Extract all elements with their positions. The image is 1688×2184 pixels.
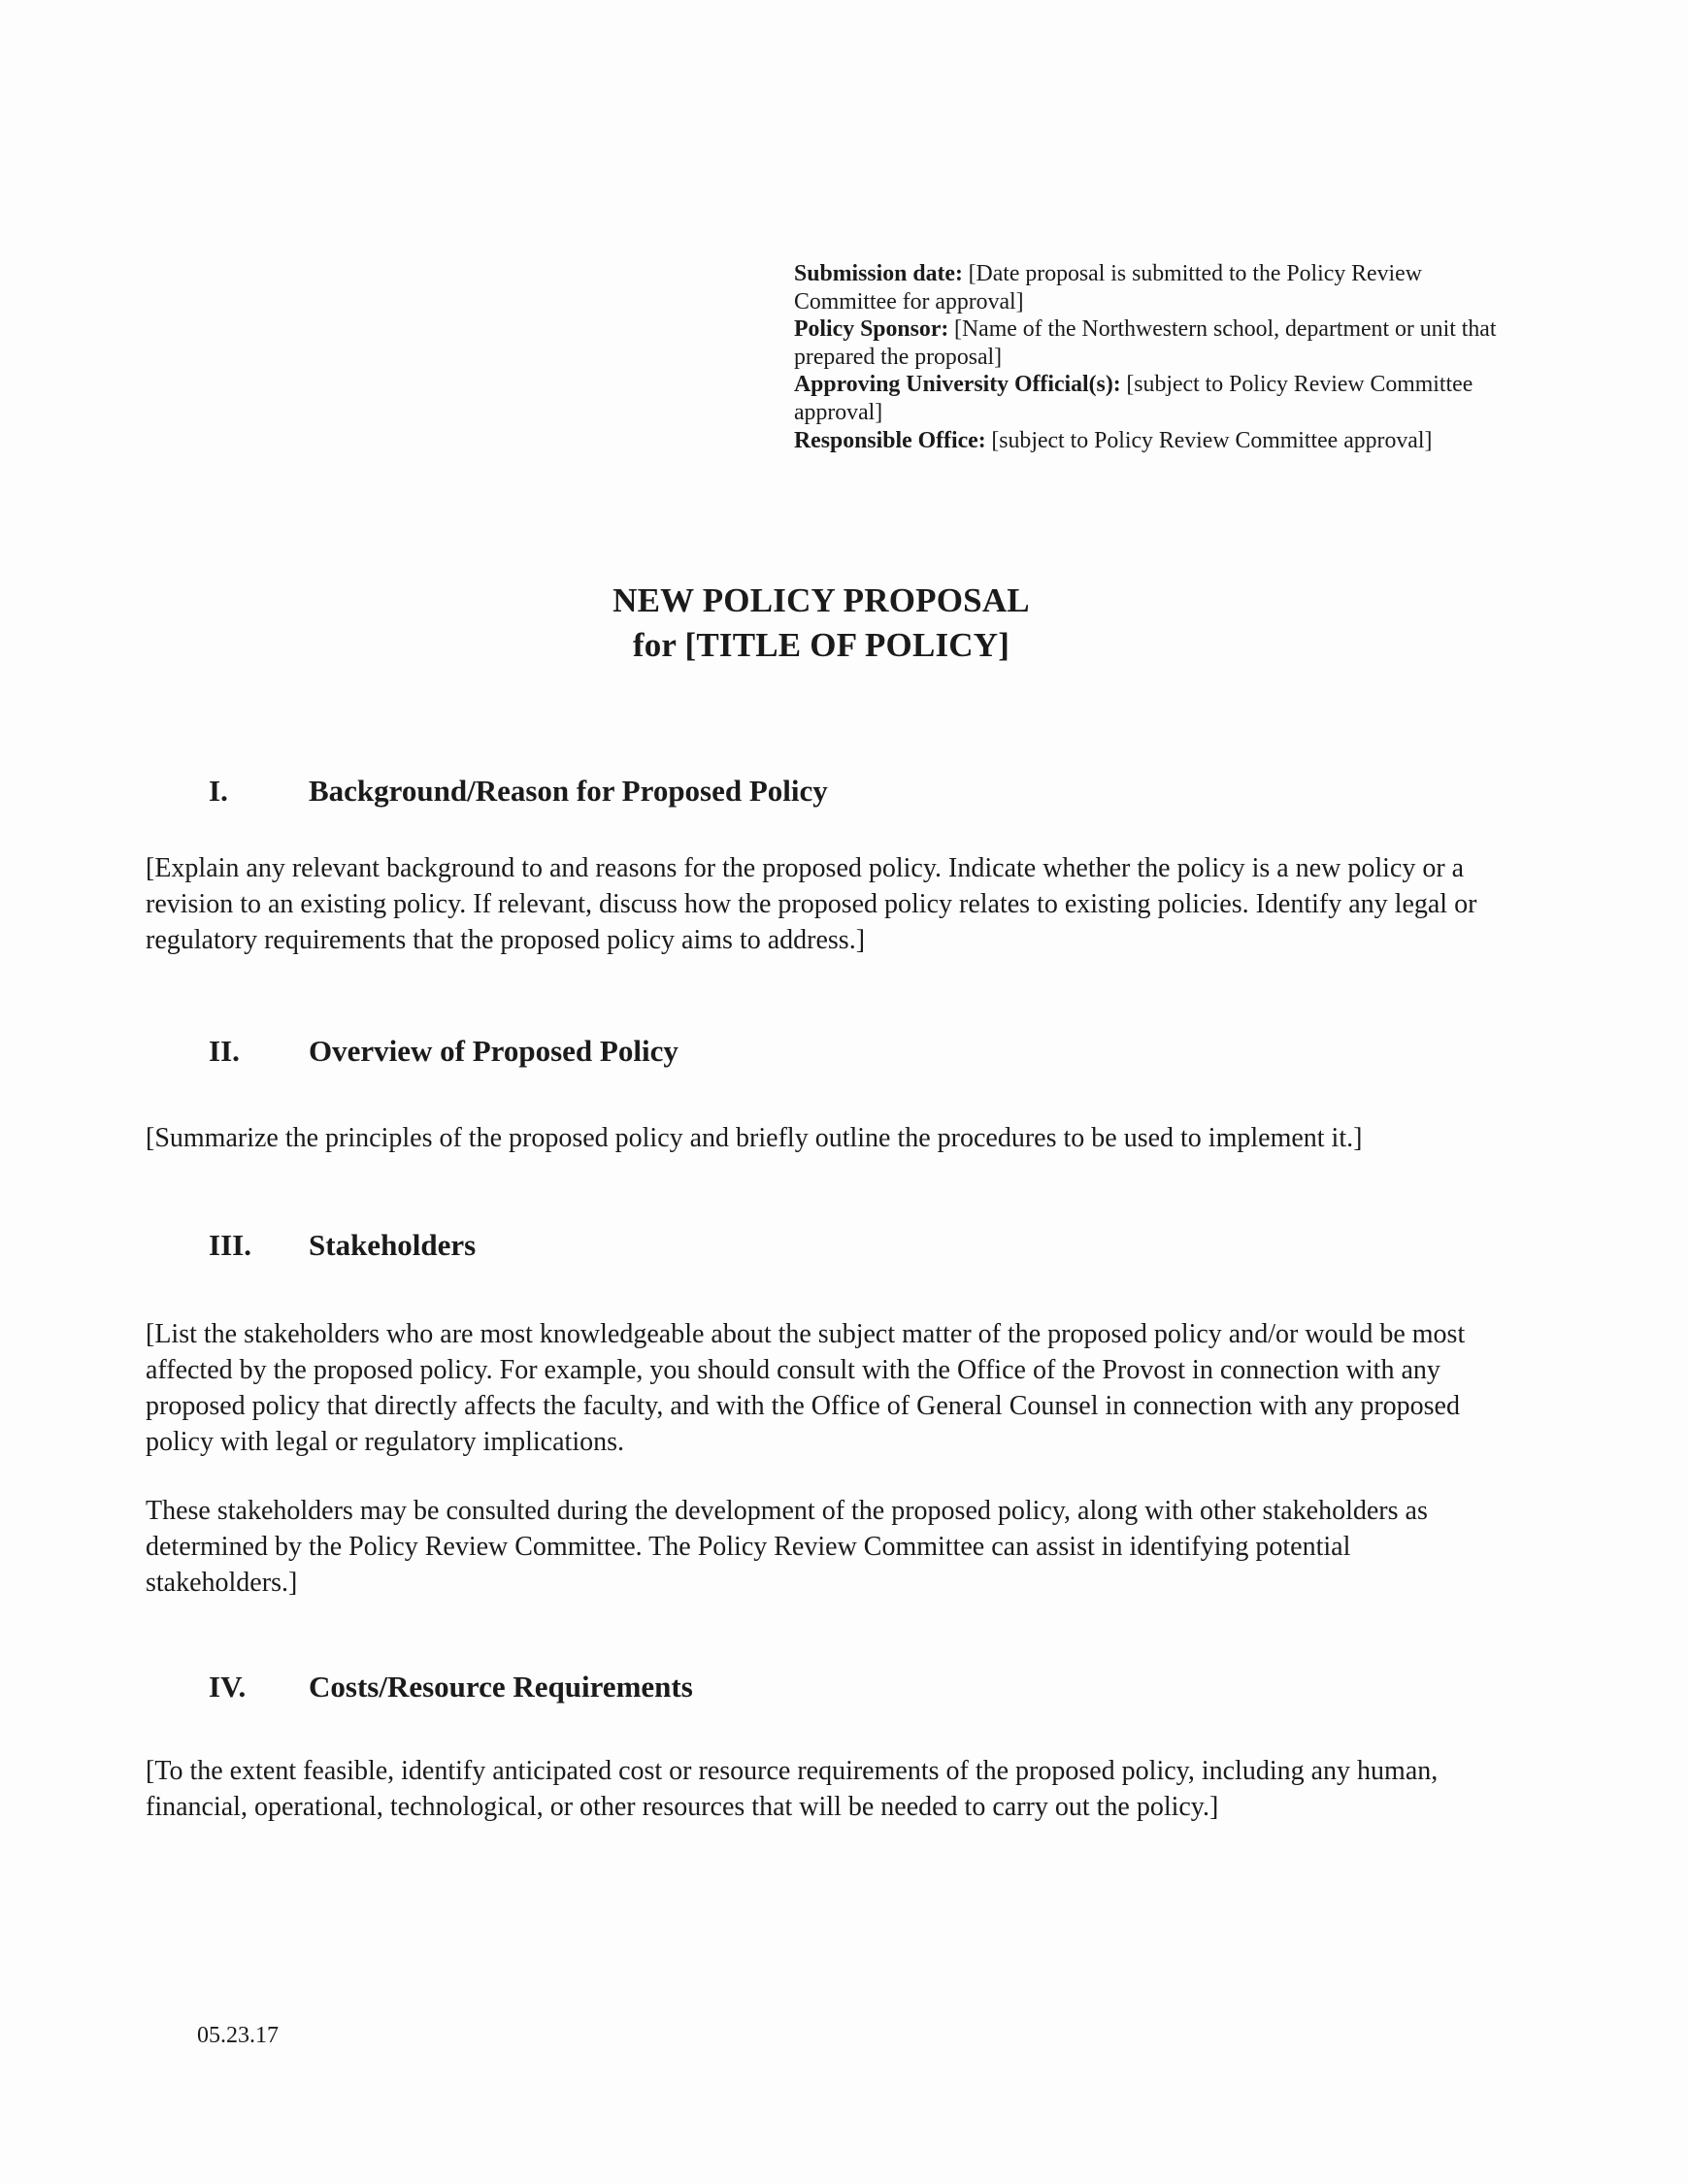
section-stakeholders: [146, 1225, 1497, 1601]
meta-field-responsible-office: [794, 427, 1505, 455]
meta-field-policy-sponsor: [794, 315, 1505, 371]
section-paragraph: [Summarize the principles of the proposed policy and briefly outline the procedures to be used to implement it.]: [146, 1123, 1363, 1154]
footer-date: 05.23.17: [197, 2023, 279, 2048]
section-paragraph: These stakeholders may be consulted during the development of the proposed policy, along with other stakeholders as determined by the Policy Review Committee. The Policy Review Committee can assist in identifying potential stakeholders.]: [146, 1496, 1428, 1599]
section-overview: [146, 1031, 1497, 1156]
section-number: II.: [209, 1034, 240, 1069]
section-heading: [146, 1667, 1497, 1707]
meta-field-label: Policy Sponsor:: [794, 316, 949, 343]
meta-field-approving-official: [794, 371, 1505, 426]
document-title-line-2: for [TITLE OF POLICY]: [632, 626, 1010, 665]
meta-field-label: Approving University Official(s):: [794, 372, 1121, 398]
meta-field-value: [subject to Policy Review Committee approval]: [794, 372, 1473, 425]
section-number: I.: [209, 774, 228, 809]
section-paragraph: [To the extent feasible, identify anticipated cost or resource requirements of the proposed policy, including any human, financial, operational, technological, or other resources that will be needed to carry out the policy.]: [146, 1756, 1439, 1823]
meta-block: [794, 260, 1505, 454]
meta-field-value: [Name of the Northwestern school, department or unit that prepared the proposal]: [794, 316, 1497, 370]
meta-field-label: Submission date:: [794, 261, 963, 286]
meta-field-submission-date: [794, 260, 1505, 315]
section-number: IV.: [209, 1670, 247, 1704]
section-heading-text: Costs/Resource Requirements: [309, 1670, 693, 1704]
section-heading-text: Background/Reason for Proposed Policy: [309, 774, 828, 809]
meta-field-label: Responsible Office:: [794, 427, 986, 453]
section-heading: [146, 1225, 1497, 1266]
section-heading: [146, 771, 1497, 811]
meta-field-value: [subject to Policy Review Committee approval]: [991, 427, 1433, 453]
section-background: [146, 771, 1497, 958]
section-paragraph: [List the stakeholders who are most knowledgeable about the subject matter of the proposed policy and/or would be most affected by the proposed policy. For example, you should consult with the Office of the Provost in connection with any proposed policy that directly affects the faculty, and with the Office of General Counsel in connection with any proposed policy with legal or regulatory implications.: [146, 1319, 1466, 1458]
section-heading-text: Overview of Proposed Policy: [309, 1034, 679, 1069]
section-heading-text: Stakeholders: [309, 1228, 477, 1263]
document-title-line-1: NEW POLICY PROPOSAL: [612, 581, 1030, 620]
section-number: III.: [209, 1228, 251, 1263]
section-paragraph: [Explain any relevant background to and reasons for the proposed policy. Indicate whether the policy is a new policy or a revision to an existing policy. If relevant, discuss how the proposed policy relates to existing policies. Identify any legal or regulatory requirements that the proposed policy aims to address.]: [146, 853, 1477, 956]
section-costs: [146, 1667, 1497, 1825]
section-heading: [146, 1031, 1497, 1072]
document-title: [146, 579, 1497, 668]
meta-field-value: [Date proposal is submitted to the Policy Review Committee for approval]: [794, 261, 1422, 314]
